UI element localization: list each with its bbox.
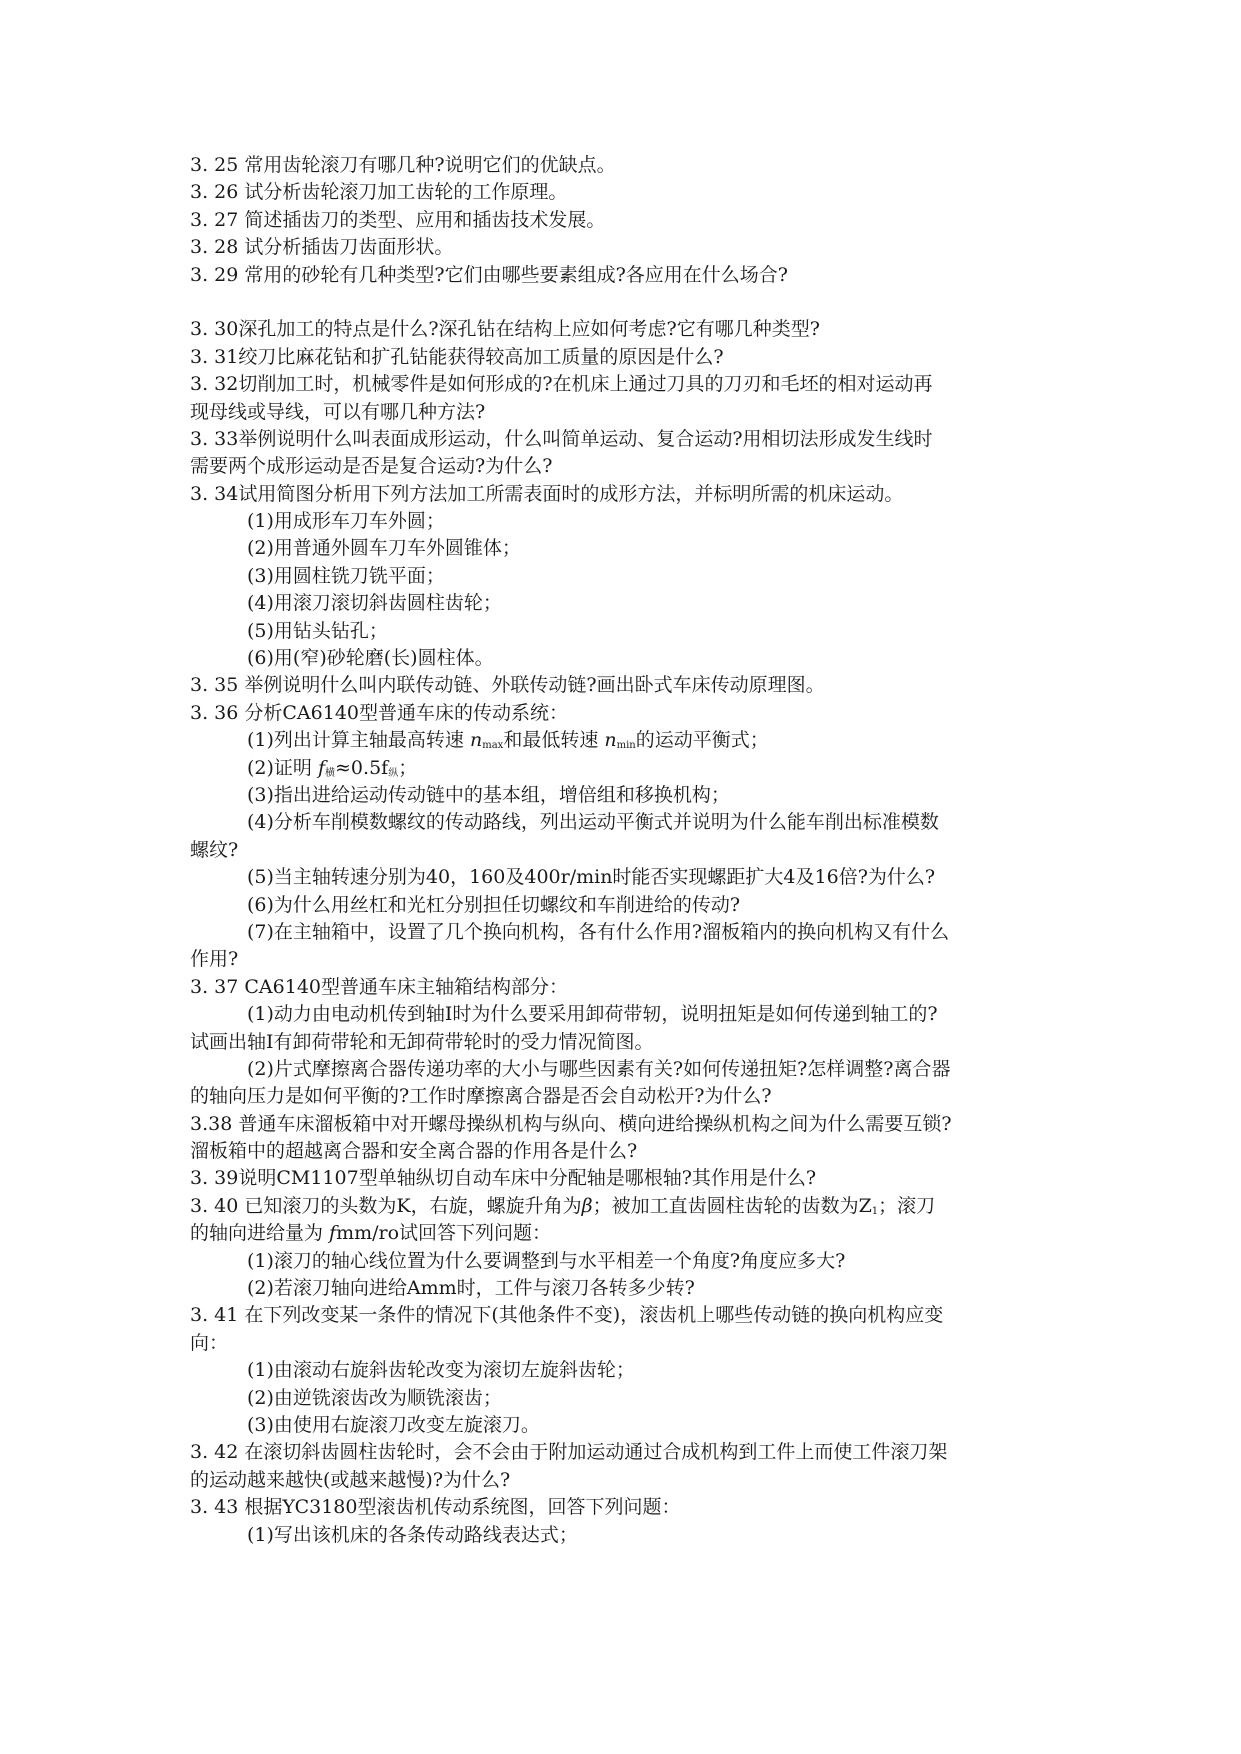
blank-line: [190, 289, 1070, 316]
question-3-31: 3. 31绞刀比麻花钻和扩孔钻能获得较高加工质量的原因是什么?: [190, 345, 724, 368]
question-3-36-item-6: (6)为什么用丝杠和光杠分别担任切螺纹和车削进给的传动?: [247, 893, 741, 916]
question-3-41-line-1: 3. 41 在下列改变某一条件的情况下(其他条件不变)，滚齿机上哪些传动链的换向机构应变: [190, 1304, 944, 1327]
question-3-33-line-1: 3. 33举例说明什么叫表面成形运动，什么叫简单运动、复合运动?用相切法形成发生线时: [190, 427, 933, 450]
question-3-42-line-1: 3. 42 在滚切斜齿圆柱齿轮时，会不会由于附加运动通过合成机构到工件上而使工件滚刀架: [190, 1441, 948, 1464]
question-3-37-item-2-line-1: (2)片式摩擦离合器传递功率的大小与哪些因素有关?如何传递扭矩?怎样调整?离合器: [247, 1057, 951, 1080]
question-3-37: 3. 37 CA6140型普通车床主轴箱结构部分：: [190, 975, 568, 998]
question-3-32-line-1: 3. 32切削加工时，机械零件是如何形成的?在机床上通过刀具的刀刃和毛坯的相对运动再: [190, 373, 933, 396]
question-3-41-item-3: (3)由使用右旋滚刀改变左旋滚刀。: [247, 1413, 540, 1436]
question-3-36-item-4-line-2: 螺纹?: [190, 838, 239, 861]
question-3-43-item-1: (1)写出该机床的各条传动路线表达式；: [247, 1523, 578, 1546]
question-3-36-item-1: (1)列出计算主轴最高转速 $n_{max}$和最低转速 $n_{min}$的运动平衡式；: [247, 729, 769, 752]
question-3-38-line-1: 3.38 普通车床溜板箱中对开螺母操纵机构与纵向、横向进给操纵机构之间为什么需要互锁?: [190, 1112, 952, 1135]
question-3-37-item-2-line-2: 的轴向压力是如何平衡的?工作时摩擦离合器是否会自动松开?为什么?: [190, 1085, 772, 1108]
question-3-34: 3. 34试用简图分析用下列方法加工所需表面时的成形方法，并标明所需的机床运动。: [190, 482, 904, 505]
question-3-36-item-2: (2)证明 $f_横\approx 0.5f_纵$；: [247, 756, 418, 779]
question-3-34-item-1: (1)用成形车刀车外圆；: [247, 510, 445, 533]
question-3-41-line-2: 向：: [190, 1331, 229, 1354]
question-3-35: 3. 35 举例说明什么叫内联传动链、外联传动链?画出卧式车床传动原理图。: [190, 674, 825, 697]
question-3-26: 3. 26 试分析齿轮滚刀加工齿轮的工作原理。: [190, 181, 568, 204]
question-3-37-item-1-line-1: (1)动力由电动机传到轴Ⅰ时为什么要采用卸荷带轫，说明扭矩是如何传递到轴工的?: [247, 1003, 938, 1026]
question-3-32-line-2: 现母线或导线，可以有哪几种方法?: [190, 400, 486, 423]
question-3-27: 3. 27 简述插齿刀的类型、应用和插齿技术发展。: [190, 208, 606, 231]
question-3-36-item-7-line-1: (7)在主轴箱中，设置了几个换向机构，各有什么作用?溜板箱内的换向机构又有什么: [247, 920, 950, 943]
question-3-41-item-1: (1)由滚动右旋斜齿轮改变为滚切左旋斜齿轮；: [247, 1359, 635, 1382]
question-3-38-line-2: 溜板箱中的超越离合器和安全离合器的作用各是什么?: [190, 1140, 638, 1163]
question-3-36-item-7-line-2: 作用?: [190, 948, 239, 971]
question-3-43: 3. 43 根据YC3180型滚齿机传动系统图，回答下列问题：: [190, 1496, 681, 1519]
question-3-40-item-1: (1)滚刀的轴心线位置为什么要调整到与水平相差一个角度?角度应多大?: [247, 1249, 846, 1272]
question-3-34-item-2: (2)用普通外圆车刀车外圆锥体；: [247, 537, 521, 560]
question-3-36-item-4-line-1: (4)分析车削模数螺纹的传动路线，列出运动平衡式并说明为什么能车削出标准模数: [247, 811, 939, 834]
question-3-36-item-5: (5)当主轴转速分别为40，160及400r/min时能否实现螺距扩大4及16倍?为什么?: [247, 866, 936, 889]
question-3-40-line-2: 的轴向进给量为 fmm/ro试回答下列问题：: [190, 1222, 552, 1245]
question-3-25: 3. 25 常用齿轮滚刀有哪几种?说明它们的优缺点。: [190, 154, 616, 176]
question-3-39: 3. 39说明CM1107型单轴纵切自动车床中分配轴是哪根轴?其作用是什么?: [190, 1167, 817, 1190]
question-list: [190, 152, 1070, 1549]
question-3-34-item-6: (6)用(窄)砂轮磨(长)圆柱体。: [247, 647, 494, 670]
question-3-34-item-4: (4)用滚刀滚切斜齿圆柱齿轮；: [247, 592, 502, 615]
question-3-37-item-1-line-2: 试画出轴Ⅰ有卸荷带轮和无卸荷带轮时的受力情况简图。: [190, 1030, 654, 1053]
question-3-33-line-2: 需要两个成形运动是否是复合运动?为什么?: [190, 455, 553, 478]
question-3-36-item-3: (3)指出进给运动传动链中的基本组，增倍组和移换机构；: [247, 783, 730, 806]
question-3-34-item-3: (3)用圆柱铣刀铣平面；: [247, 564, 445, 587]
question-3-36: 3. 36 分析CA6140型普通车床的传动系统：: [190, 701, 568, 724]
question-3-40-item-2: (2)若滚刀轴向进给Amm时，工件与滚刀各转多少转?: [247, 1277, 695, 1300]
question-3-30: 3. 30深孔加工的特点是什么?深孔钻在结构上应如何考虑?它有哪几种类型?: [190, 318, 820, 341]
question-3-41-item-2: (2)由逆铣滚齿改为顺铣滚齿；: [247, 1386, 502, 1409]
question-3-28: 3. 28 试分析插齿刀齿面形状。: [190, 236, 454, 259]
question-3-34-item-5: (5)用钻头钻孔；: [247, 619, 388, 642]
question-3-42-line-2: 的运动越来越快(或越来越慢)?为什么?: [190, 1468, 511, 1491]
question-3-40-line-1: 3. 40 已知滚刀的头数为K，右旋，螺旋升角为β；被加工直齿圆柱齿轮的齿数为$Z_1$；滚刀: [190, 1194, 936, 1217]
question-3-29: 3. 29 常用的砂轮有几种类型?它们由哪些要素组成?各应用在什么场合?: [190, 263, 788, 286]
